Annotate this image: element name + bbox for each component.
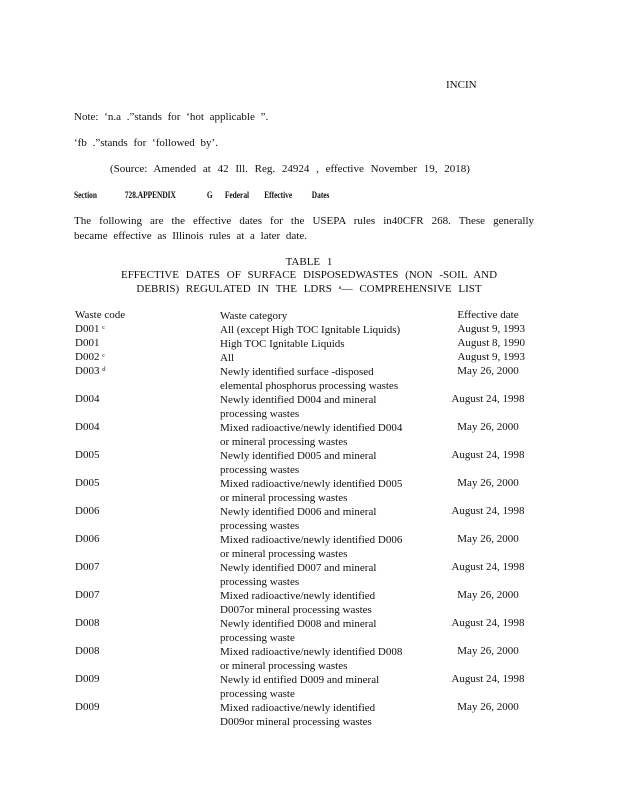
section-title-3: Dates bbox=[311, 190, 330, 200]
table-row bbox=[0, 589, 618, 617]
waste-code: D004 bbox=[75, 421, 100, 433]
table-row bbox=[0, 673, 618, 701]
note-na: Note: ‘n.a .”stands for ‘hot applicable ”. bbox=[74, 111, 269, 123]
waste-code: D006 bbox=[75, 505, 100, 517]
waste-category-line-1: Newly identified D006 and mineral bbox=[220, 506, 377, 518]
waste-code: D001 ᶜ bbox=[75, 323, 106, 335]
effective-date: May 26, 2000 bbox=[457, 533, 519, 545]
table-row bbox=[0, 337, 618, 351]
waste-category-line-1: Mixed radioactive/newly identified bbox=[220, 590, 376, 602]
effective-date: May 26, 2000 bbox=[457, 701, 519, 713]
table-row bbox=[0, 701, 618, 729]
table-subtitle-line-2: DEBRIS) REGULATED IN THE LDRS ᵃ— COMPREHENSIVE LIST bbox=[136, 283, 482, 295]
waste-category bbox=[220, 337, 435, 351]
column-header-date: Effective date bbox=[457, 309, 519, 321]
waste-code: D002 ᶜ bbox=[75, 351, 106, 363]
waste-category-line-1: Newly identified surface -disposed bbox=[220, 366, 374, 378]
table-row bbox=[0, 365, 618, 393]
effective-date: August 24, 1998 bbox=[451, 393, 525, 405]
waste-category bbox=[220, 561, 435, 589]
section-title-2: Effective bbox=[264, 190, 293, 200]
waste-category-line-2: or mineral processing wastes bbox=[220, 548, 348, 560]
effective-date: May 26, 2000 bbox=[457, 421, 519, 433]
section-title-1: Federal bbox=[224, 190, 250, 200]
waste-code: D001 bbox=[75, 337, 100, 349]
waste-category bbox=[220, 505, 435, 533]
waste-category-line-2: elemental phosphorus processing wastes bbox=[220, 380, 399, 392]
waste-code: D008 bbox=[75, 617, 100, 629]
waste-category-line-1: Mixed radioactive/newly identified bbox=[220, 702, 376, 714]
waste-category-line-1: Mixed radioactive/newly identified D005 bbox=[220, 478, 403, 490]
waste-category bbox=[220, 449, 435, 477]
effective-date: May 26, 2000 bbox=[457, 365, 519, 377]
waste-category-line-1: All (except High TOC Ignitable Liquids) bbox=[220, 324, 401, 336]
waste-category-line-1: Mixed radioactive/newly identified D008 bbox=[220, 646, 403, 658]
waste-code: D009 bbox=[75, 701, 100, 713]
waste-code: D009 bbox=[75, 673, 100, 685]
effective-date: August 24, 1998 bbox=[451, 673, 525, 685]
table-row bbox=[0, 323, 618, 337]
waste-category-line-1: Newly identified D005 and mineral bbox=[220, 450, 377, 462]
table-body bbox=[0, 323, 618, 729]
table-row bbox=[0, 477, 618, 505]
section-heading bbox=[74, 190, 329, 200]
waste-category-line-2: processing wastes bbox=[220, 408, 300, 420]
waste-category-line-2: or mineral processing wastes bbox=[220, 660, 348, 672]
waste-code: D005 bbox=[75, 449, 100, 461]
waste-category-line-1: Newly id entified D009 and mineral bbox=[220, 674, 380, 686]
waste-category-line-1: Mixed radioactive/newly identified D004 bbox=[220, 422, 403, 434]
table-row bbox=[0, 645, 618, 673]
effective-date: May 26, 2000 bbox=[457, 589, 519, 601]
waste-category-line-2: processing wastes bbox=[220, 464, 300, 476]
table-subtitle-line-1: EFFECTIVE DATES OF SURFACE DISPOSEDWASTES (NON -SOIL AND bbox=[120, 269, 498, 281]
effective-date: August 24, 1998 bbox=[451, 449, 525, 461]
table-row bbox=[0, 533, 618, 561]
table-row bbox=[0, 449, 618, 477]
table-row bbox=[0, 421, 618, 449]
page-header-code: INCIN bbox=[446, 79, 477, 91]
waste-code: D008 bbox=[75, 645, 100, 657]
waste-category bbox=[220, 393, 435, 421]
waste-category-line-1: Newly identified D004 and mineral bbox=[220, 394, 377, 406]
waste-category bbox=[220, 589, 435, 617]
waste-category-line-2: processing wastes bbox=[220, 576, 300, 588]
waste-category-line-2: or mineral processing wastes bbox=[220, 492, 348, 504]
section-label: Section bbox=[74, 190, 97, 200]
table-row bbox=[0, 617, 618, 645]
source-citation: (Source: Amended at 42 Ill. Reg. 24924 , effective November 19, 2018) bbox=[110, 163, 470, 175]
effective-date: August 9, 1993 bbox=[457, 323, 525, 335]
effective-date: May 26, 2000 bbox=[457, 477, 519, 489]
waste-category-line-1: High TOC Ignitable Liquids bbox=[220, 338, 345, 350]
table-title: TABLE 1 bbox=[285, 256, 333, 268]
table-row bbox=[0, 351, 618, 365]
waste-category-line-2: processing waste bbox=[220, 688, 295, 700]
waste-category bbox=[220, 323, 435, 337]
waste-category bbox=[220, 365, 435, 393]
waste-category-line-1: Newly identified D008 and mineral bbox=[220, 618, 377, 630]
section-number: 728.APPENDIX bbox=[124, 190, 176, 200]
waste-category-line-2: D009or mineral processing wastes bbox=[220, 716, 372, 728]
waste-category bbox=[220, 645, 435, 673]
waste-category-line-1: All bbox=[220, 352, 235, 364]
waste-code: D007 bbox=[75, 589, 100, 601]
table-row bbox=[0, 393, 618, 421]
note-fb: ‘fb .”stands for ‘followed by’. bbox=[74, 137, 218, 149]
effective-date: August 24, 1998 bbox=[451, 505, 525, 517]
intro-paragraph: The following are the effective dates for the USEPA rules in40CFR 268. These generally became effective as Illinois rules at a later date. bbox=[74, 215, 534, 242]
effective-date: August 8, 1990 bbox=[457, 337, 525, 349]
table-row bbox=[0, 561, 618, 589]
waste-category-line-1: Mixed radioactive/newly identified D006 bbox=[220, 534, 403, 546]
effective-date: May 26, 2000 bbox=[457, 645, 519, 657]
table-header-row bbox=[0, 309, 618, 323]
waste-category bbox=[220, 673, 435, 701]
waste-code: D007 bbox=[75, 561, 100, 573]
waste-code: D006 bbox=[75, 533, 100, 545]
effective-dates-table bbox=[0, 309, 618, 729]
effective-date: August 9, 1993 bbox=[457, 351, 525, 363]
section-letter: G bbox=[206, 190, 213, 200]
column-header-code: Waste code bbox=[75, 309, 126, 321]
effective-date: August 24, 1998 bbox=[451, 561, 525, 573]
column-header-category: Waste category bbox=[220, 310, 288, 322]
waste-code: D003 ᵈ bbox=[75, 365, 106, 377]
waste-category bbox=[220, 701, 435, 729]
waste-category-line-2: processing wastes bbox=[220, 520, 300, 532]
waste-code: D005 bbox=[75, 477, 100, 489]
table-row bbox=[0, 505, 618, 533]
waste-code: D004 bbox=[75, 393, 100, 405]
waste-category bbox=[220, 351, 435, 365]
effective-date: August 24, 1998 bbox=[451, 617, 525, 629]
waste-category bbox=[220, 421, 435, 449]
waste-category bbox=[220, 533, 435, 561]
waste-category-line-1: Newly identified D007 and mineral bbox=[220, 562, 377, 574]
waste-category bbox=[220, 617, 435, 645]
waste-category bbox=[220, 477, 435, 505]
waste-category-line-2: or mineral processing wastes bbox=[220, 436, 348, 448]
waste-category-line-2: D007or mineral processing wastes bbox=[220, 604, 372, 616]
waste-category-line-2: processing waste bbox=[220, 632, 295, 644]
